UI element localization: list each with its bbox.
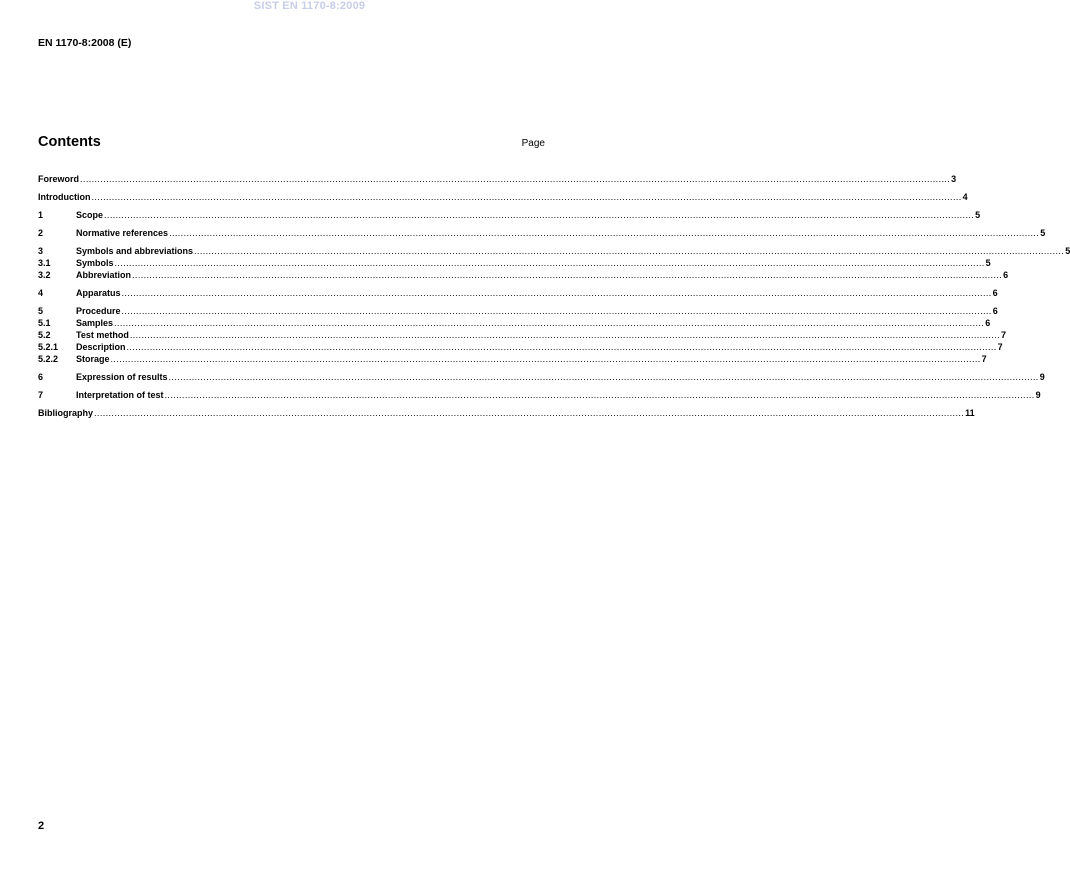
toc-leader-dots: ............................................................................................................................................................................................................................................................................................................ [164,390,1035,400]
toc-entry-number: 5 [38,306,44,316]
toc-entry-page: 11 [965,408,975,418]
toc-entry-expression-of-results[interactable] [38,371,1045,383]
table-of-contents [38,173,1070,419]
toc-leader-dots: ............................................................................................................................................................................................................................................................................................................ [132,270,1003,280]
toc-entry-number: 6 [38,372,44,382]
toc-entry-test-method[interactable] [38,329,1007,341]
toc-entry-title: Description [76,342,126,352]
toc-entry-number: 3 [38,246,44,256]
toc-entry-page: 6 [992,306,998,316]
toc-leader-dots: ............................................................................................................................................................................................................................................................................................................ [94,408,965,418]
toc-entry-title: Procedure [76,306,121,316]
toc-entry-page: 5 [975,210,981,220]
toc-entry-number: 5.2 [38,330,51,340]
toc-entry-number: 5.2.2 [38,354,59,364]
toc-leader-dots: ............................................................................................................................................................................................................................................................................................................ [80,174,951,184]
toc-entry-title: Bibliography [38,408,94,418]
toc-entry-interpretation-of-test[interactable] [38,389,1041,401]
toc-entry-title: Test method [76,330,129,340]
toc-entry-page: 5 [1065,246,1070,256]
toc-entry-number: 5.1 [38,318,51,328]
toc-entry-page: 7 [981,354,987,364]
toc-entry-title: Apparatus [76,288,121,298]
toc-entry-page: 3 [951,174,957,184]
toc-entry-bibliography[interactable] [38,407,975,419]
toc-leader-dots: ............................................................................................................................................................................................................................................................................................................ [121,306,992,316]
page-column-label: Page [521,138,545,149]
toc-leader-dots: ............................................................................................................................................................................................................................................................................................................ [121,288,992,298]
toc-entry-page: 7 [997,342,1003,352]
toc-entry-page: 5 [1040,228,1046,238]
toc-entry-introduction[interactable] [38,191,968,203]
contents-heading: Contents [38,134,101,150]
toc-entry-apparatus[interactable] [38,287,998,299]
toc-entry-title: Normative references [76,228,169,238]
toc-entry-symbols-and-abbreviations[interactable] [38,245,1070,257]
toc-entry-title: Interpretation of test [76,390,164,400]
toc-entry-title: Foreword [38,174,80,184]
toc-leader-dots: ............................................................................................................................................................................................................................................................................................................ [114,318,985,328]
toc-entry-description[interactable] [38,341,1003,353]
toc-entry-title: Symbols [76,258,114,268]
toc-entry-number: 3.1 [38,258,51,268]
toc-entry-page: 9 [1039,372,1045,382]
toc-entry-number: 4 [38,288,44,298]
toc-entry-page: 6 [985,318,991,328]
toc-entry-page: 9 [1035,390,1041,400]
toc-leader-dots: ............................................................................................................................................................................................................................................................................................................ [110,354,981,364]
toc-entry-page: 7 [1001,330,1007,340]
toc-entry-page: 6 [1003,270,1009,280]
toc-leader-dots: ............................................................................................................................................................................................................................................................................................................ [129,330,1000,340]
toc-entry-procedure[interactable] [38,305,998,317]
toc-leader-dots: ............................................................................................................................................................................................................................................................................................................ [169,228,1040,238]
toc-entry-samples[interactable] [38,317,991,329]
toc-entry-title: Symbols and abbreviations [76,246,194,256]
toc-entry-storage[interactable] [38,353,987,365]
toc-entry-page: 4 [962,192,968,202]
toc-entry-normative-references[interactable] [38,227,1046,239]
toc-entry-symbols[interactable] [38,257,991,269]
toc-leader-dots: ............................................................................................................................................................................................................................................................................................................ [126,342,997,352]
toc-entry-scope[interactable] [38,209,981,221]
toc-entry-title: Expression of results [76,372,168,382]
toc-entry-title: Introduction [38,192,91,202]
toc-leader-dots: ............................................................................................................................................................................................................................................................................................................ [91,192,962,202]
toc-leader-dots: ............................................................................................................................................................................................................................................................................................................ [168,372,1039,382]
toc-entry-page: 6 [992,288,998,298]
page-number: 2 [38,820,45,832]
toc-entry-number: 2 [38,228,44,238]
toc-entry-number: 5.2.1 [38,342,59,352]
toc-entry-abbreviation[interactable] [38,269,1009,281]
toc-entry-title: Scope [76,210,104,220]
document-id: EN 1170-8:2008 (E) [38,37,132,49]
toc-entry-page: 5 [985,258,991,268]
toc-entry-foreword[interactable] [38,173,957,185]
toc-entry-title: Samples [76,318,114,328]
toc-entry-title: Storage [76,354,110,364]
toc-entry-title: Abbreviation [76,270,132,280]
toc-entry-number: 7 [38,390,44,400]
watermark: SIST EN 1170-8:2009 [253,0,366,12]
toc-leader-dots: ............................................................................................................................................................................................................................................................................................................ [114,258,985,268]
toc-entry-number: 1 [38,210,44,220]
toc-leader-dots: ............................................................................................................................................................................................................................................................................................................ [104,210,975,220]
toc-leader-dots: ............................................................................................................................................................................................................................................................................................................ [194,246,1065,256]
toc-entry-number: 3.2 [38,270,51,280]
